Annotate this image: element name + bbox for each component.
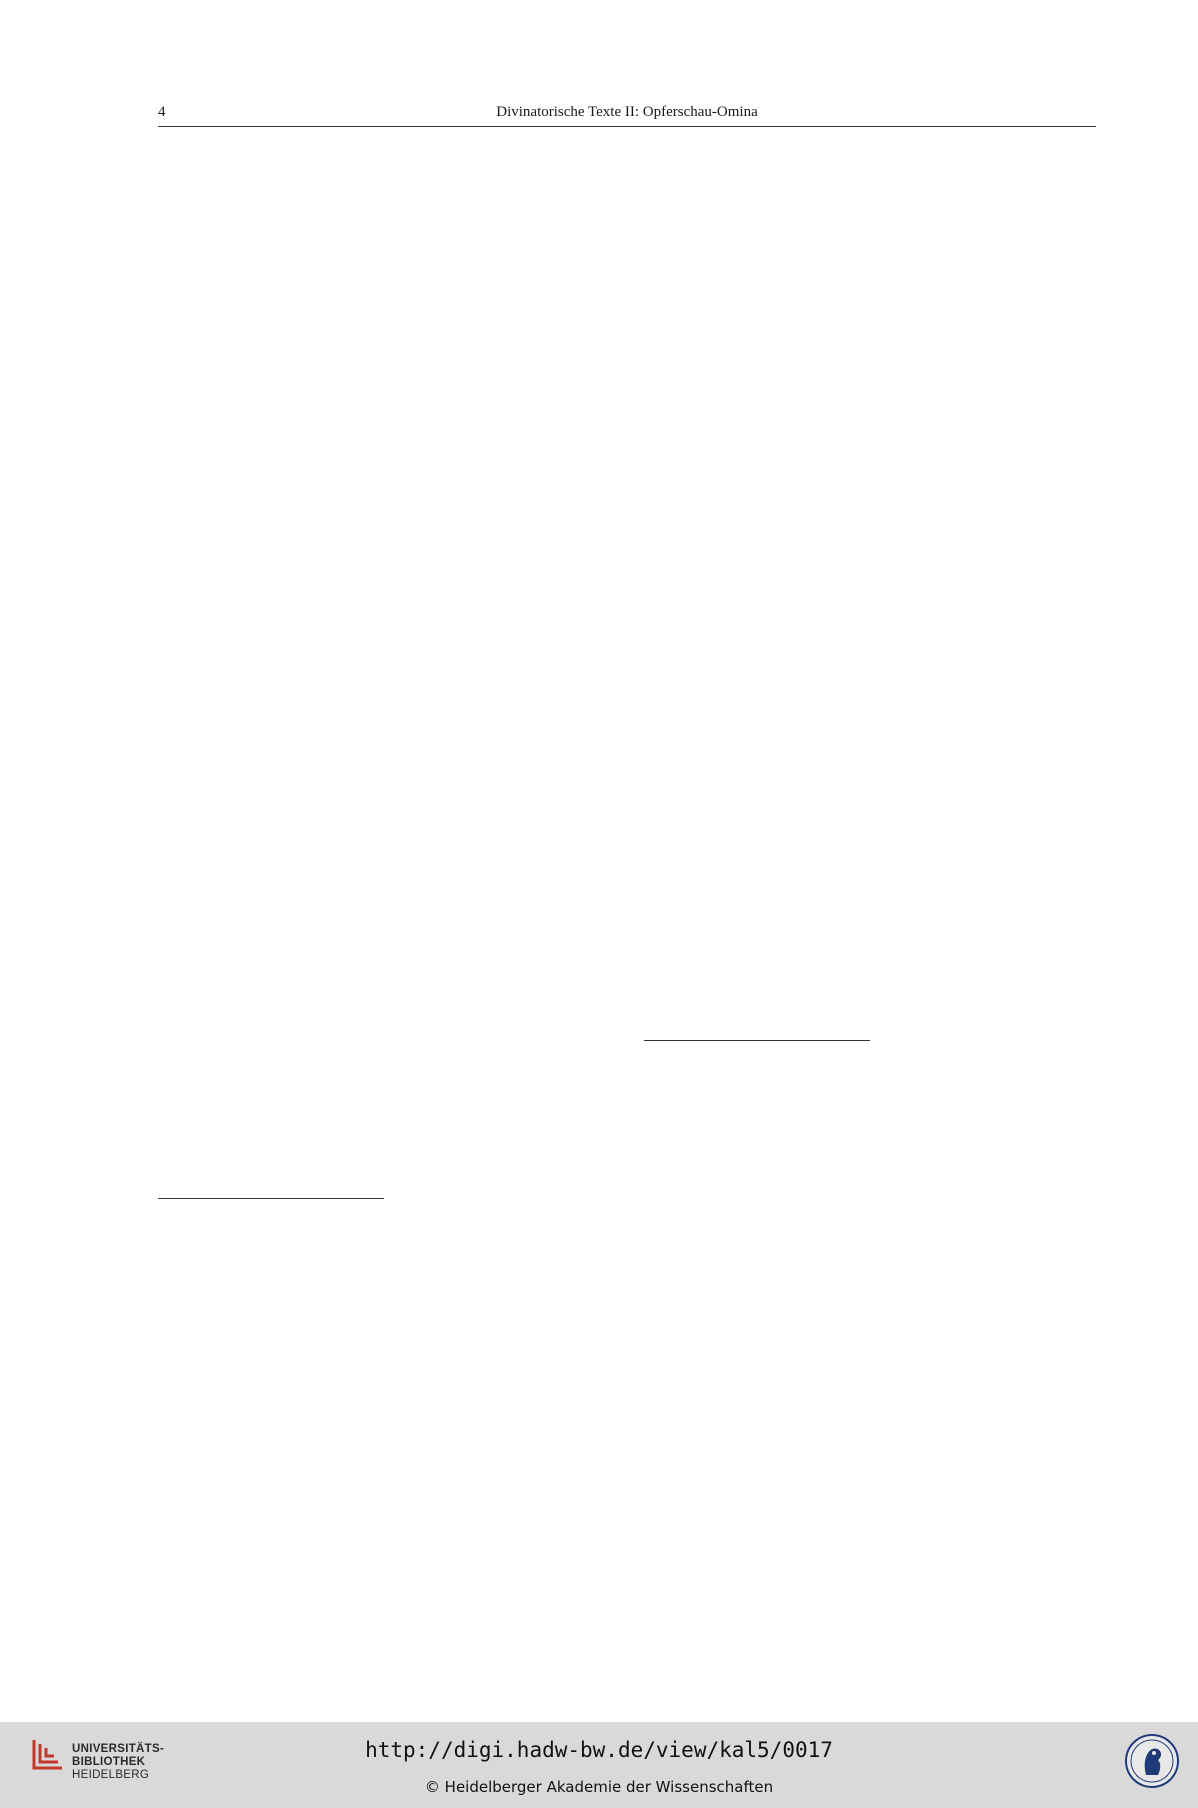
academy-seal-icon — [1124, 1733, 1180, 1789]
running-title: Divinatorische Texte II: Opferschau-Omina — [496, 104, 758, 120]
page-number: 4 — [158, 104, 166, 120]
logo-line-1: UNIVERSITÄTS- — [72, 1743, 165, 1755]
copyright-notice: © Heidelberger Akademie der Wissenschaften — [424, 1778, 774, 1796]
logo-line-3: HEIDELBERG — [72, 1769, 150, 1781]
footnote-rule-left — [158, 1198, 384, 1199]
logo-line-2: BIBLIOTHEK — [72, 1756, 146, 1768]
running-head — [158, 100, 1096, 127]
permalink[interactable]: http://digi.hadw-bw.de/view/kal5/0017 — [365, 1738, 833, 1762]
footnote-rule-right — [644, 1040, 870, 1041]
